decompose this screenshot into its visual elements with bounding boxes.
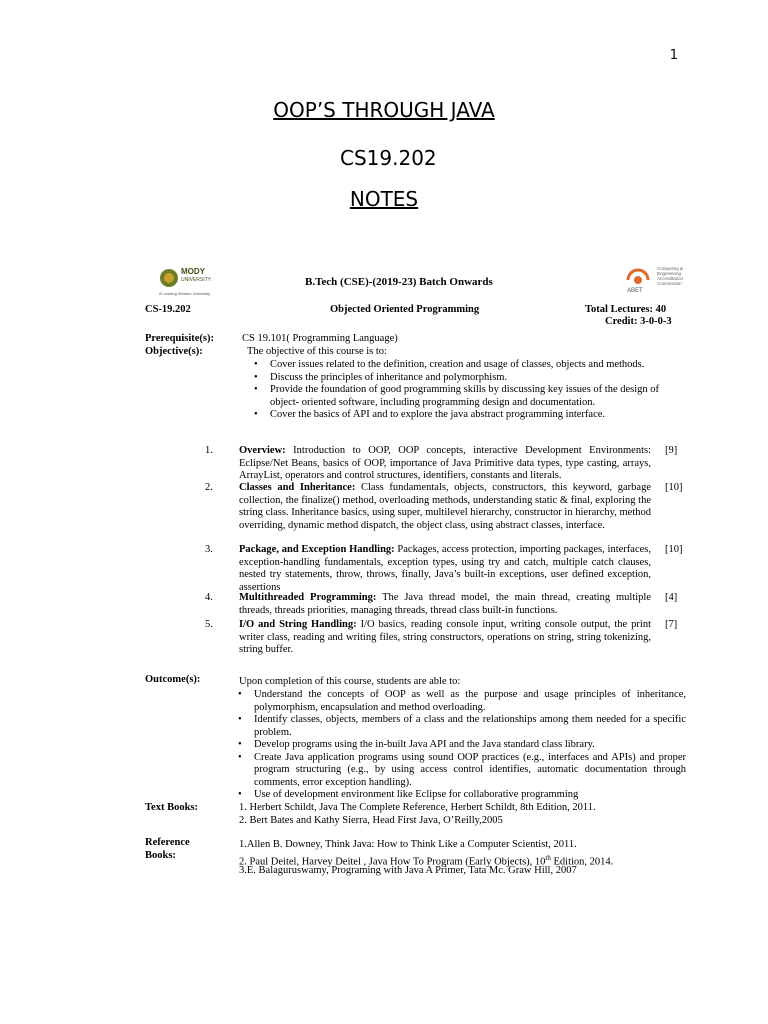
unit-hours: [7] <box>665 619 678 630</box>
university-logo-sub: UNIVERSITY <box>181 277 212 283</box>
page-number: 1 <box>669 48 678 63</box>
batch-heading: B.Tech (CSE)-(2019-23) Batch Onwards <box>305 276 493 288</box>
unit-number: 4. <box>205 592 213 603</box>
unit-hours: [9] <box>665 445 678 456</box>
course-name: Objected Oriented Programming <box>330 304 480 315</box>
outcomes-list <box>226 689 686 802</box>
outcome-label: Outcome(s): <box>145 674 201 685</box>
outcome-intro: Upon completion of this course, students are able to: <box>239 676 461 687</box>
unit-text: Packages, access protection, importing packages, interfaces, exception-handling fundamentals, exception types, using try and catch, multiple catch clauses, nested try statements, throw, throws, finally, Java’s built-in exceptions, user defined exception, assertions <box>239 544 651 593</box>
unit-title: I/O and String Handling: <box>239 619 357 630</box>
unit-text: The Java thread model, the main thread, creating multiple threads, threads priorities, managing threads, thread class built-in functions. <box>239 592 652 616</box>
credit: Credit: 3-0-0-3 <box>605 316 672 327</box>
objective-intro: The objective of this course is to: <box>247 346 387 357</box>
document-title: OOP’S THROUGH JAVA <box>273 98 495 122</box>
reference-text: Edition, 2014. <box>550 856 614 868</box>
course-code: CS-19.202 <box>145 304 191 315</box>
unit-text: Introduction to OOP, OOP concepts, interactive Development Environments: Eclipse/Net Beans, basics of OOP, importance of Java Primitive data types, type casting, arrays, ArrayList, operators and control structures, identifiers, constants and literals. <box>239 445 651 481</box>
unit-number: 1. <box>205 445 213 456</box>
unit-title: Multithreaded Programming: <box>239 592 377 603</box>
prerequisite-value: CS 19.101( Programming Language) <box>242 333 398 344</box>
university-logo <box>159 266 221 294</box>
list-item: • Understand the concepts of OOP as well as the purpose and usage principles of inheritance, polymorphism, encapsulation and method overloading. <box>226 689 686 714</box>
unit-title: Overview: <box>239 445 286 456</box>
unit-hours: [10] <box>665 544 683 555</box>
list-item: • Use of development environment like Eclipse for collaborative programming <box>226 789 686 802</box>
reference-text: 2. Paul Deitel, Harvey Deitel , Java How To Program (Early Objects), 10 <box>239 856 546 868</box>
reference-label-books: Books: <box>145 850 176 861</box>
unit-number: 5. <box>205 619 213 630</box>
abet-logo-text: ABET <box>627 288 643 294</box>
reference-superscript: th <box>545 854 551 862</box>
list-item: • Identify classes, objects, members of a class and the relationships among them needed for a specific problem. <box>226 714 686 739</box>
abet-logo <box>623 266 713 294</box>
list-item: • Provide the foundation of good programming skills by discussing key issues of the design of object- oriented software, including programming design and documentation. <box>242 384 672 409</box>
textbook-item: 2. Bert Bates and Kathy Sierra, Head First Java, O’Reilly,2005 <box>239 815 503 826</box>
list-item: • Develop programs using the in-built Java API and the Java standard class library. <box>226 739 686 752</box>
prerequisite-label: Prerequisite(s): <box>145 333 215 344</box>
list-item: • Create Java application programs using sound OOP practices (e.g., interfaces and APIs) and proper program structuring (e.g., by using access control identifies, automatic documentation through comments, error exception handling). <box>226 752 686 790</box>
unit-number: 2. <box>205 482 213 493</box>
unit-text: Class fundamentals, objects, constructors, this keyword, garbage collection, the finalize() method, overloading methods, understanding static & final, exploring the string class. Inheritance basics, using super, multilevel hierarchy, constructor in hierarchy, method overriding, dynamic method dispatch, the object class, using abstract classes, interface. <box>239 482 651 531</box>
list-item: • Cover the basics of API and to explore the java abstract programming interface. <box>242 409 672 422</box>
reference-item: 1.Allen B. Downey, Think Java: How to Think Like a Computer Scientist, 2011. <box>239 839 577 850</box>
unit-title: Classes and Inheritance: <box>239 482 356 493</box>
total-lectures: Total Lectures: 40 <box>585 304 667 315</box>
university-logo-tagline: A Leading Women University <box>159 291 211 296</box>
objectives-list <box>242 359 672 422</box>
list-item: • Cover issues related to the definition, creation and usage of classes, objects and methods. <box>242 359 672 372</box>
unit-hours: [10] <box>665 482 683 493</box>
reference-label: Reference <box>145 837 190 848</box>
abet-tagline-line: Commission <box>657 281 682 286</box>
abet-tagline-line: Accreditation <box>657 276 684 281</box>
course-code-heading: CS19.202 <box>340 146 437 170</box>
abet-tagline-line: Computing & <box>657 266 684 271</box>
abet-tagline-line: Engineering <box>657 271 682 276</box>
textbooks-label: Text Books: <box>145 802 198 813</box>
abet-tagline <box>657 266 683 286</box>
unit-title: Package, and Exception Handling: <box>239 544 395 555</box>
notes-heading: NOTES <box>349 187 419 211</box>
objective-label: Objective(s): <box>145 346 203 357</box>
unit-hours: [4] <box>665 592 678 603</box>
unit-text: I/O basics, reading console input, writing console output, the print writer class, reading and writing files, string constructors, operations on string, string tokenizing, string buffer. <box>239 619 651 655</box>
list-item: • Discuss the principles of inheritance and polymorphism. <box>242 372 672 385</box>
reference-item: 3.E. Balaguruswamy, Programing with Java A Primer, Tata Mc. Graw Hill, 2007 <box>239 865 577 876</box>
textbook-item: 1. Herbert Schildt, Java The Complete Reference, Herbert Schildt, 8th Edition, 2011. <box>239 802 596 813</box>
university-logo-name: MODY <box>181 267 205 276</box>
unit-number: 3. <box>205 544 213 555</box>
